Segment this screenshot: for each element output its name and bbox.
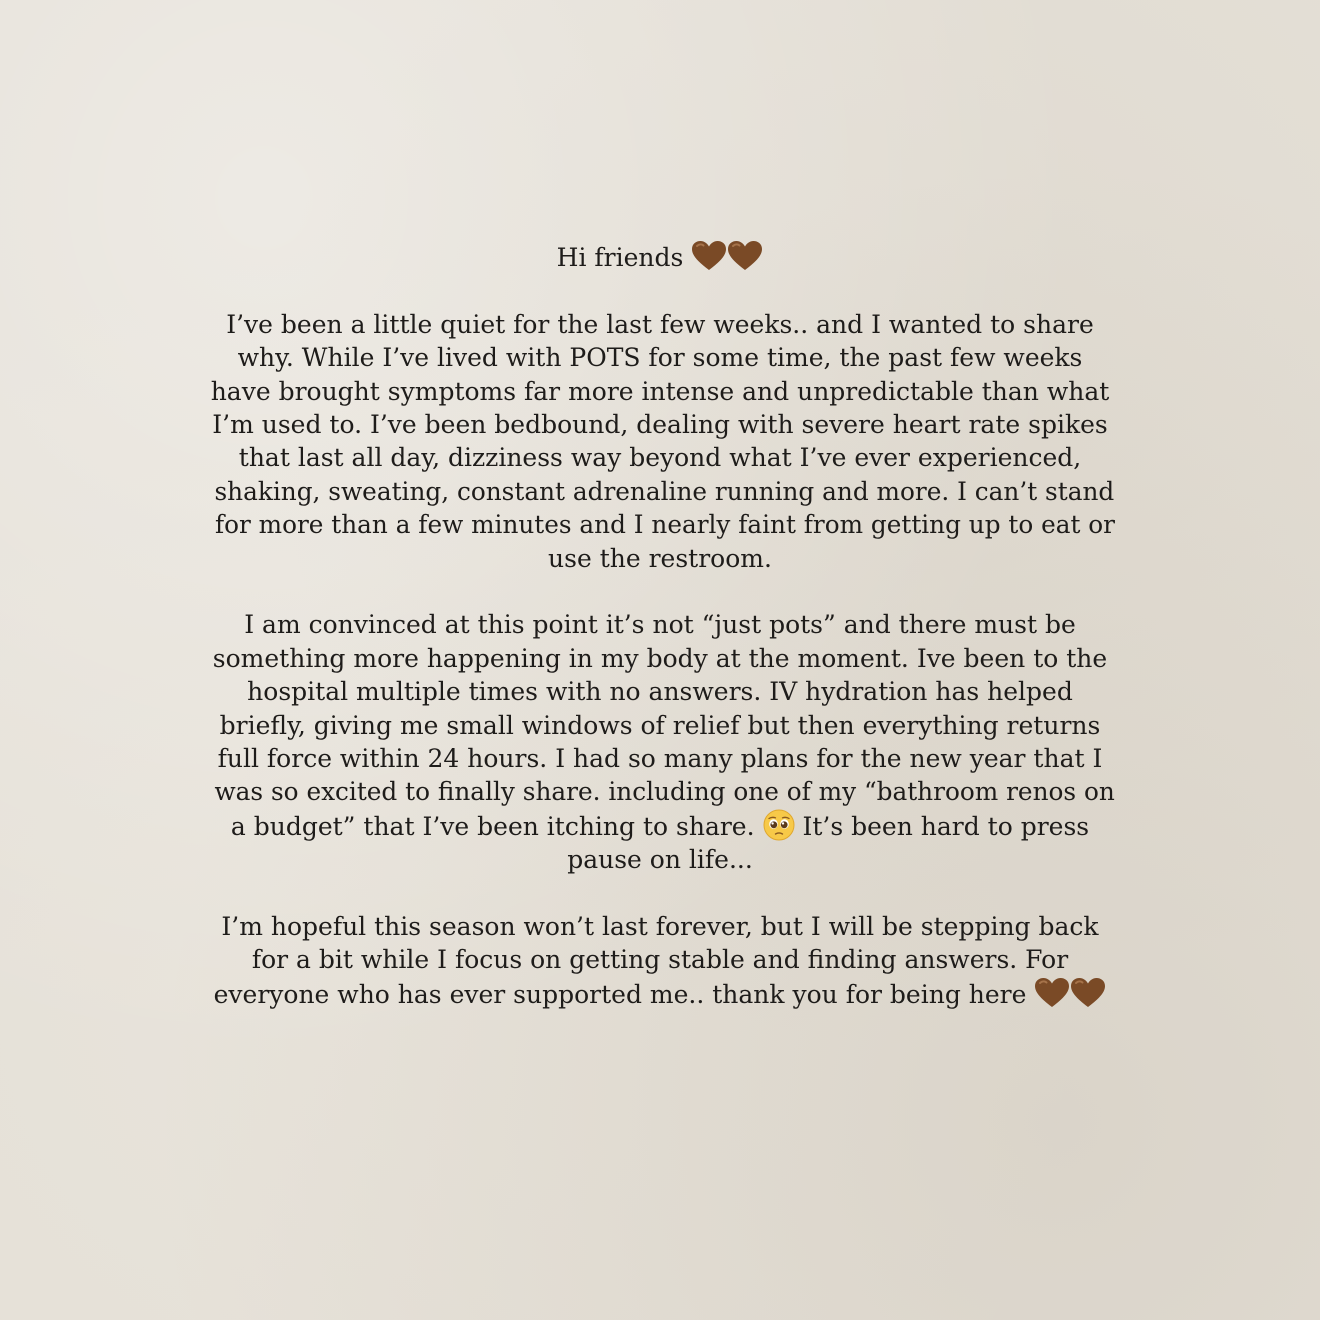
story-note bbox=[210, 240, 1115, 1045]
text-line: I’m used to. I’ve been bedbound, dealing with severe heart rate spikes bbox=[212, 410, 1108, 440]
text-line-with-emoji bbox=[210, 809, 1110, 843]
text-line: hospital multiple times with no answers. IV hydration has helped bbox=[247, 677, 1073, 707]
text-line: something more happening in my body at the moment. Ive been to the bbox=[212, 643, 1108, 673]
brown-heart-icon bbox=[691, 240, 727, 272]
text-line: have brought symptoms far more intense and unpredictable than what bbox=[210, 376, 1110, 406]
text-segment: a budget” that I’ve been itching to share. bbox=[230, 811, 755, 841]
pleading-face-icon bbox=[763, 809, 795, 841]
text-segment: everyone who has ever supported me.. thank you for being here bbox=[213, 979, 1027, 1009]
text-line: shaking, sweating, constant adrenaline running and more. I can’t stand bbox=[214, 476, 1115, 506]
greeting-text: Hi friends bbox=[556, 243, 684, 272]
text-segment: It’s been hard to press bbox=[802, 811, 1090, 841]
greeting-line bbox=[210, 240, 1110, 274]
brown-heart-icon bbox=[727, 240, 763, 272]
text-line: why. While I’ve lived with POTS for some time, the past few weeks bbox=[237, 343, 1083, 373]
text-line: I’ve been a little quiet for the last few weeks.. and I wanted to share bbox=[226, 309, 1094, 339]
paragraph-1 bbox=[210, 308, 1115, 575]
paragraph-2 bbox=[210, 608, 1115, 876]
text-line: full force within 24 hours. I had so many plans for the new year that I bbox=[217, 744, 1103, 774]
text-line: pause on life... bbox=[567, 845, 753, 875]
text-line-with-emoji bbox=[210, 977, 1110, 1011]
brown-heart-icon bbox=[1034, 977, 1070, 1009]
text-line: briefly, giving me small windows of relief but then everything returns bbox=[219, 710, 1101, 740]
text-line: for more than a few minutes and I nearly faint from getting up to eat or bbox=[214, 510, 1115, 540]
text-line: I’m hopeful this season won’t last forever, but I will be stepping back bbox=[221, 912, 1099, 942]
brown-heart-icon bbox=[1070, 977, 1106, 1009]
text-line: I am convinced at this point it’s not “just pots” and there must be bbox=[244, 610, 1076, 640]
paragraph-3 bbox=[210, 910, 1110, 1011]
text-line: that last all day, dizziness way beyond what I’ve ever experienced, bbox=[238, 443, 1082, 473]
text-line: was so excited to finally share. including one of my “bathroom renos on bbox=[214, 777, 1115, 807]
text-line: for a bit while I focus on getting stable and finding answers. For bbox=[251, 945, 1069, 975]
text-line: use the restroom. bbox=[548, 543, 772, 573]
